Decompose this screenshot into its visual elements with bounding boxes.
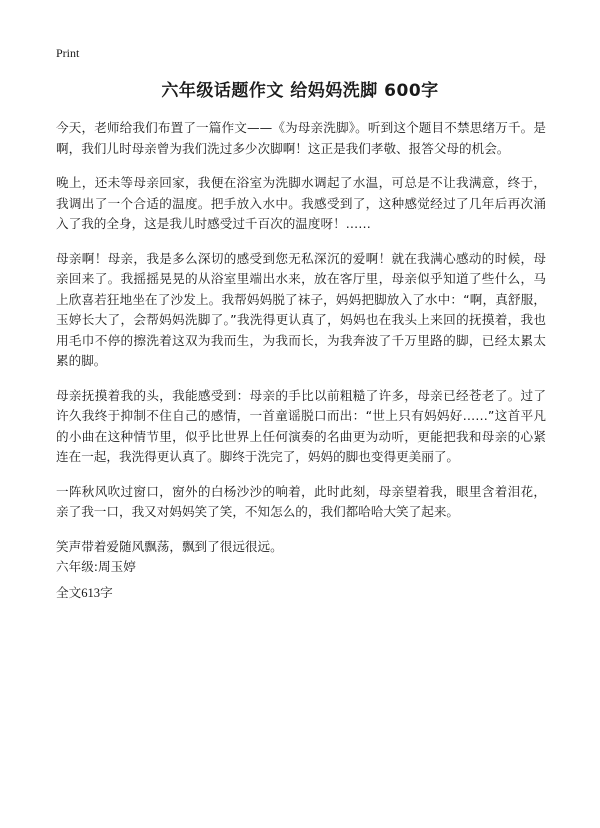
paragraph-4: 母亲抚摸着我的头，我能感受到：母亲的手比以前粗糙了许多，母亲已经苍老了。过了许久我终于抑制不住自己的感情，一首童谣脱口而出：“世上只有妈妈好……”这首平凡的小曲在这种情节里，似乎比世界上任何演奏的名曲更为动听，更能把我和母亲的心紧连在一起，我洗得更认真了。脚终于洗完了，妈妈的脚也变得更美丽了。 [56, 387, 546, 464]
paragraph-6: 笑声带着爱随风飘荡，飘到了很远很远。 [56, 538, 283, 554]
article-title: 六年级话题作文 给妈妈洗脚 600字 [161, 81, 439, 101]
word-count: 全文613字 [56, 586, 113, 600]
article-body [56, 118, 546, 571]
paragraph-3: 母亲啊！母亲，我是多么深切的感受到您无私深沉的爱啊！就在我满心感动的时候，母亲回来了。我摇摇晃晃的从浴室里端出水来，放在客厅里，母亲似乎知道了些什么，马上欣喜若狂地坐在了沙发上。我帮妈妈脱了袜子，妈妈把脚放入了水中：“啊，真舒服，玉婷长大了，会帮妈妈洗脚了。”我洗得更认真了，妈妈也在我头上来回的抚摸着，我也用毛巾不停的擦洗着这双为我而生，为我而长，为我奔波了千万里路的脚，已经太累太累的脚。 [56, 250, 546, 368]
paragraph-5: 一阵秋风吹过窗口，窗外的白杨沙沙的响着，此时此刻，母亲望着我，眼里含着泪花，亲了我一口，我又对妈妈笑了笑，不知怎么的，我们都哈哈大笑了起来。 [56, 483, 546, 519]
print-label: Print [56, 46, 80, 60]
paragraph-2: 晚上，还未等母亲回家，我便在浴室为洗脚水调起了水温，可总是不让我满意，终于，我调出了一个合适的温度。把手放入水中。我感受到了，这种感觉经过了几年后再次涌入了我的全身，这是我儿时感受过千百次的温度呀！…… [56, 175, 546, 231]
author-line: 六年级:周玉婷 [56, 559, 136, 574]
paragraph-1: 今天，老师给我们布置了一篇作文——《为母亲洗脚》。听到这个题目不禁思绪万千。是啊，我们儿时母亲曾为我们洗过多少次脚啊！这正是我们孝敬、报答父母的机会。 [56, 120, 546, 156]
